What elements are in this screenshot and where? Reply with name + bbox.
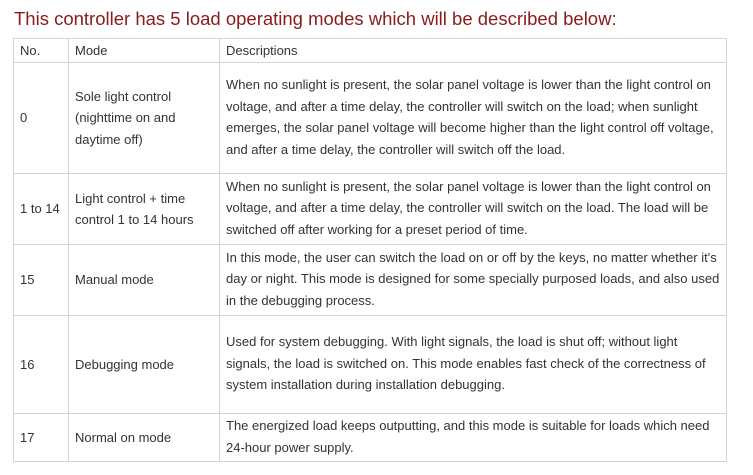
row-description: The energized load keeps outputting, and this mode is suitable for loads which need 24-hour power supply. (220, 414, 727, 462)
table-row (14, 316, 727, 414)
row-no: 15 (14, 245, 69, 316)
header-descriptions: Descriptions (220, 39, 727, 63)
row-description: In this mode, the user can switch the load on or off by the keys, no matter whether it's day or night. This mode is designed for some specially purposed loads, and also used in the debugging process. (220, 245, 727, 316)
row-description: Used for system debugging. With light signals, the load is shut off; without light signals, the load is switched on. This mode enables fast check of the correctness of system installation during installation debugging. (220, 316, 727, 414)
row-description: When no sunlight is present, the solar panel voltage is lower than the light control on voltage, and after a time delay, the controller will switch on the load. The load will be switched off after working for a preset period of time. (220, 174, 727, 245)
row-mode: Normal on mode (69, 414, 220, 462)
header-mode: Mode (69, 39, 220, 63)
row-no: 1 to 14 (14, 174, 69, 245)
page-title: This controller has 5 load operating modes which will be described below: (14, 8, 617, 29)
row-mode: Manual mode (69, 245, 220, 316)
table-row (14, 245, 727, 316)
table-row (14, 174, 727, 245)
row-no: 0 (14, 63, 69, 174)
table-header-row (14, 39, 727, 63)
row-mode: Debugging mode (69, 316, 220, 414)
modes-table (13, 38, 727, 462)
row-no: 17 (14, 414, 69, 462)
table-row (14, 63, 727, 174)
row-mode: Light control + time control 1 to 14 hours (69, 174, 220, 245)
row-description: When no sunlight is present, the solar panel voltage is lower than the light control on voltage, and after a time delay, the controller will switch on the load; when sunlight emerges, the solar panel voltage will become higher than the light control off voltage, and after a time delay, the controller will switch off the load. (220, 63, 727, 174)
table-row (14, 414, 727, 462)
row-no: 16 (14, 316, 69, 414)
header-no: No. (14, 39, 69, 63)
row-mode: Sole light control (nighttime on and daytime off) (69, 63, 220, 174)
